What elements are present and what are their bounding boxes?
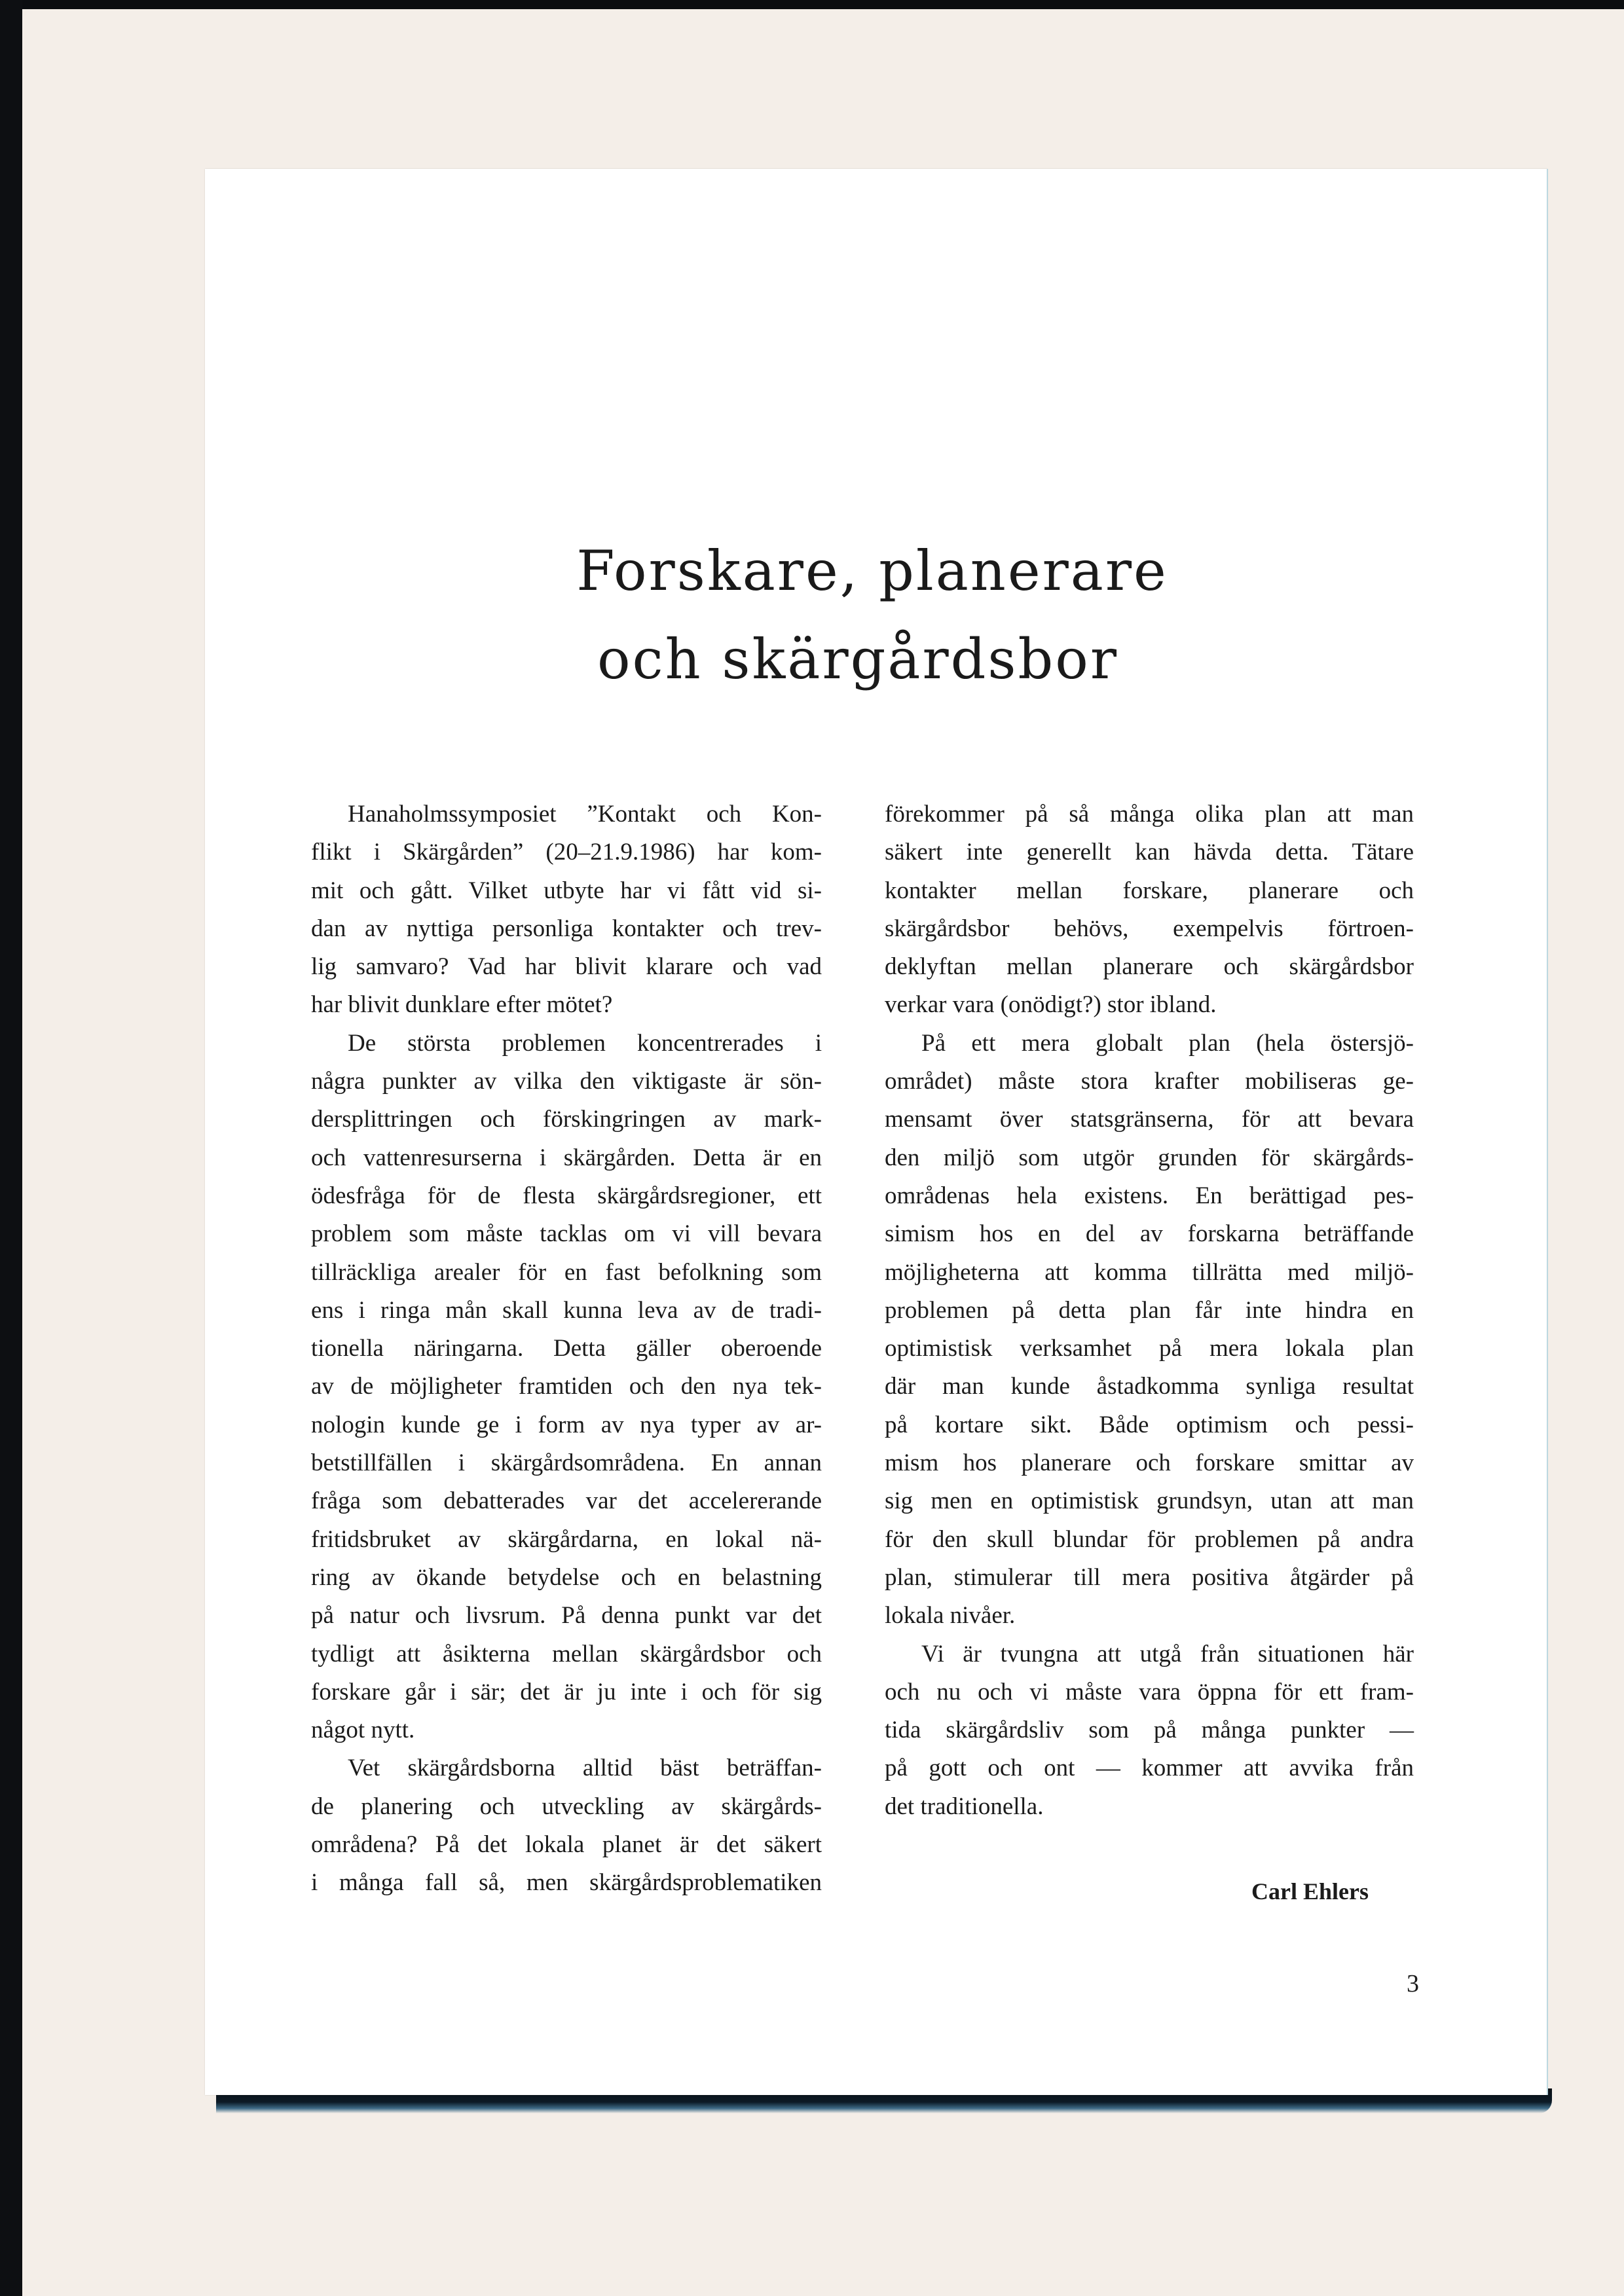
text-line: På ett mera globalt plan (hela östersjö-: [921, 1029, 1414, 1057]
right-text-column: [885, 795, 1414, 1826]
text-line: skärgårdsbor behövs, exempelvis förtroen-: [885, 915, 1414, 942]
text-line: tionella näringarna. Detta gäller oberoende: [311, 1335, 822, 1362]
text-line: områdena? På det lokala planet är det säkert: [311, 1831, 822, 1859]
page-number: 3: [1407, 1970, 1419, 1997]
text-line: och nu och vi måste vara öppna för ett fram-: [885, 1678, 1414, 1705]
left-text-column: [311, 795, 822, 1903]
text-line: lokala nivåer.: [885, 1602, 1016, 1630]
text-line: nologin kunde ge i form av nya typer av ar-: [311, 1411, 822, 1438]
text-line: lig samvaro? Vad har blivit klarare och vad: [311, 953, 822, 981]
text-line: problem som måste tacklas om vi vill bevara: [311, 1220, 822, 1248]
text-line: förekommer på så många olika plan att man: [885, 801, 1414, 828]
text-line: simism hos en del av forskarna beträffande: [885, 1220, 1414, 1248]
text-line: mensamt över statsgränserna, för att bevara: [885, 1106, 1414, 1133]
text-line: Hanaholmssymposiet ”Kontakt och Kon-: [348, 801, 822, 828]
article-title-line-1: Forskare, planerare: [576, 539, 1168, 603]
text-line: Vet skärgårdsborna alltid bäst beträffan-: [348, 1755, 822, 1782]
text-line: tillräckliga arealer för en fast befolkning som: [311, 1258, 822, 1286]
text-line: något nytt.: [311, 1717, 415, 1744]
text-line: har blivit dunklare efter mötet?: [311, 991, 613, 1019]
text-line: möjligheterna att komma tillrätta med miljö-: [885, 1258, 1414, 1286]
text-line: ens i ringa mån skall kunna leva av de tradi-: [311, 1296, 822, 1324]
text-line: fritidsbruket av skärgårdarna, en lokal nä-: [311, 1525, 822, 1553]
text-line: plan, stimulerar till mera positiva åtgärder på: [885, 1563, 1414, 1591]
text-line: Vi är tvungna att utgå från situationen här: [921, 1640, 1414, 1667]
text-line: tida skärgårdsliv som på många punkter —: [885, 1717, 1414, 1744]
text-line: verkar vara (onödigt?) stor ibland.: [885, 991, 1217, 1019]
text-line: på natur och livsrum. På denna punkt var det: [311, 1602, 822, 1630]
author-signature: Carl Ehlers: [1251, 1878, 1369, 1904]
text-line: forskare går i sär; det är ju inte i och för sig: [311, 1678, 822, 1705]
text-line: säkert inte generellt kan hävda detta. Tätare: [885, 839, 1414, 866]
text-line: där man kunde åstadkomma synliga resultat: [885, 1373, 1414, 1400]
text-line: deklyftan mellan planerare och skärgårdsbor: [885, 953, 1414, 981]
text-line: på kortare sikt. Både optimism och pessi-: [885, 1411, 1414, 1438]
text-line: av de möjligheter framtiden och den nya tek-: [311, 1373, 822, 1400]
text-line: det traditionella.: [885, 1793, 1044, 1820]
text-line: optimistisk verksamhet på mera lokala plan: [885, 1335, 1414, 1362]
text-line: ring av ökande betydelse och en belastning: [311, 1563, 822, 1591]
scanner-edge-top: [0, 0, 1624, 9]
page-edge: [1547, 169, 1548, 2095]
text-line: kontakter mellan forskare, planerare och: [885, 877, 1414, 904]
text-line: på gott och ont — kommer att avvika från: [885, 1755, 1414, 1782]
text-line: fråga som debatterades var det accelererande: [311, 1487, 822, 1515]
text-line: mism hos planerare och forskare smittar av: [885, 1449, 1414, 1477]
article-title-line-2: och skärgårdsbor: [597, 627, 1119, 691]
text-line: och vattenresurserna i skärgården. Detta är en: [311, 1144, 822, 1171]
text-line: några punkter av vilka den viktigaste är sön-: [311, 1068, 822, 1095]
text-line: området) måste stora krafter mobiliseras ge-: [885, 1068, 1414, 1095]
text-line: tydligt att åsikterna mellan skärgårdsbor och: [311, 1640, 822, 1667]
booklet-page: [205, 169, 1547, 2095]
text-line: dersplittringen och förskingringen av mark-: [311, 1106, 822, 1133]
scanner-edge-left: [0, 0, 22, 2296]
text-line: dan av nyttiga personliga kontakter och trev-: [311, 915, 822, 942]
text-line: problemen på detta plan får inte hindra en: [885, 1296, 1414, 1324]
text-line: ödesfråga för de flesta skärgårdsregioner, ett: [311, 1182, 822, 1209]
text-line: för den skull blundar för problemen på andra: [885, 1525, 1414, 1553]
text-line: De största problemen koncentrerades i: [348, 1029, 822, 1057]
text-line: mit och gått. Vilket utbyte har vi fått vid si-: [311, 877, 822, 904]
text-line: den miljö som utgör grunden för skärgårds-: [885, 1144, 1414, 1171]
text-line: de planering och utveckling av skärgårds-: [311, 1793, 822, 1820]
text-line: i många fall så, men skärgårdsproblematiken: [311, 1869, 822, 1897]
text-line: flikt i Skärgården” (20–21.9.1986) har kom-: [311, 839, 822, 866]
text-line: områdenas hela existens. En berättigad pes-: [885, 1182, 1414, 1209]
text-line: betstillfällen i skärgårdsområdena. En annan: [311, 1449, 822, 1477]
text-line: sig men en optimistisk grundsyn, utan att man: [885, 1487, 1414, 1515]
